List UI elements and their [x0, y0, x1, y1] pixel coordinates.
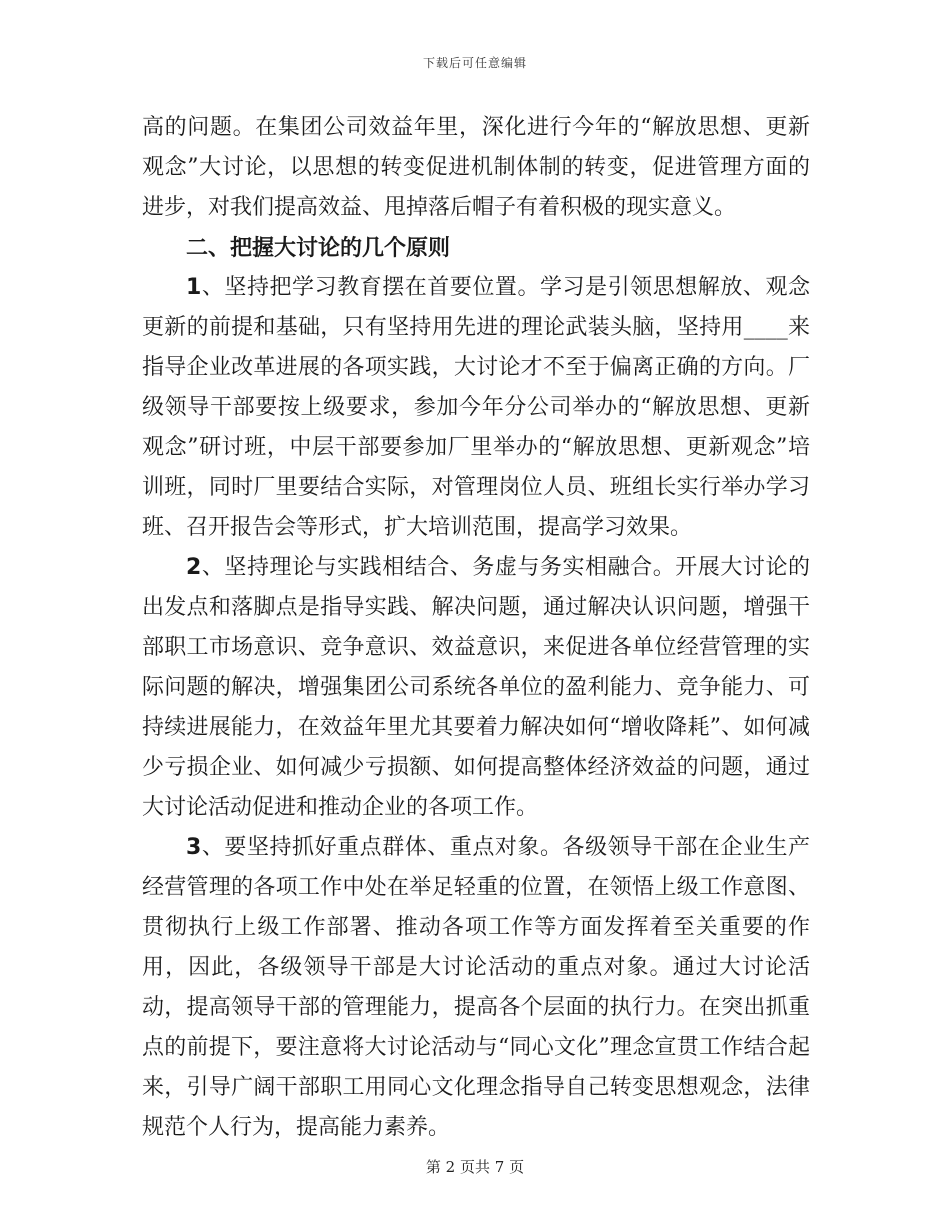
- paragraph-text: 、坚持把学习教育摆在首要位置。学习是引领思想解放、观念更新的前提和基础，只有坚持用先进的理论武装头脑，坚持用____来指导企业改革进展的各项实践，大讨论才不至于偏离正确的方向。厂级领导干部要按上级要求，参加今年分公司举办的“解放思想、更新观念”研讨班，中层干部要参加厂里举办的“解放思想、更新观念”培训班，同时厂里要结合实际，对管理岗位人员、班组长实行举办学习班、召开报告会等形式，扩大培训范围，提高学习效果。: [142, 275, 810, 540]
- paragraph-number: 3: [186, 835, 202, 860]
- paragraph-principle-3: [142, 828, 810, 1148]
- paragraph-text: 、坚持理论与实践相结合、务虚与务实相融合。开展大讨论的出发点和落脚点是指导实践、解决问题，通过解决认识问题，增强干部职工市场意识、竞争意识、效益意识，来促进各单位经营管理的实际问题的解决，增强集团公司系统各单位的盈利能力、竞争能力、可持续进展能力，在效益年里尤其要着力解决如何“增收降耗”、如何减少亏损企业、如何减少亏损额、如何提高整体经济效益的问题，通过大讨论活动促进和推动企业的各项工作。: [142, 555, 810, 820]
- paragraph-principle-2: [142, 548, 810, 828]
- paragraph-number: 1: [186, 275, 202, 300]
- paragraph-text: 、要坚持抓好重点群体、重点对象。各级领导干部在企业生产经营管理的各项工作中处在举足轻重的位置，在领悟上级工作意图、贯彻执行上级工作部署、推动各项工作等方面发挥着至关重要的作用，因此，各级领导干部是大讨论活动的重点对象。通过大讨论活动，提高领导干部的管理能力，提高各个层面的执行力。在突出抓重点的前提下，要注意将大讨论活动与“同心文化”理念宣贯工作结合起来，引导广阔干部职工用同心文化理念指导自己转变思想观念，法律规范个人行为，提高能力素养。: [142, 835, 810, 1140]
- document-body: [142, 108, 810, 1148]
- paragraph-principle-1: [142, 268, 810, 548]
- section-heading: 二、把握大讨论的几个原则: [186, 235, 451, 261]
- page-number-footer: 第 2 页共 7 页: [425, 1158, 525, 1176]
- page-header-note: 下载后可任意编辑: [422, 56, 527, 70]
- paragraph-number: 2: [186, 555, 202, 580]
- paragraph-continuation: 高的问题。在集团公司效益年里，深化进行今年的“解放思想、更新观念”大讨论，以思想的转变促进机制体制的转变，促进管理方面的进步，对我们提高效益、甩掉落后帽子有着积极的现实意义。: [142, 115, 810, 220]
